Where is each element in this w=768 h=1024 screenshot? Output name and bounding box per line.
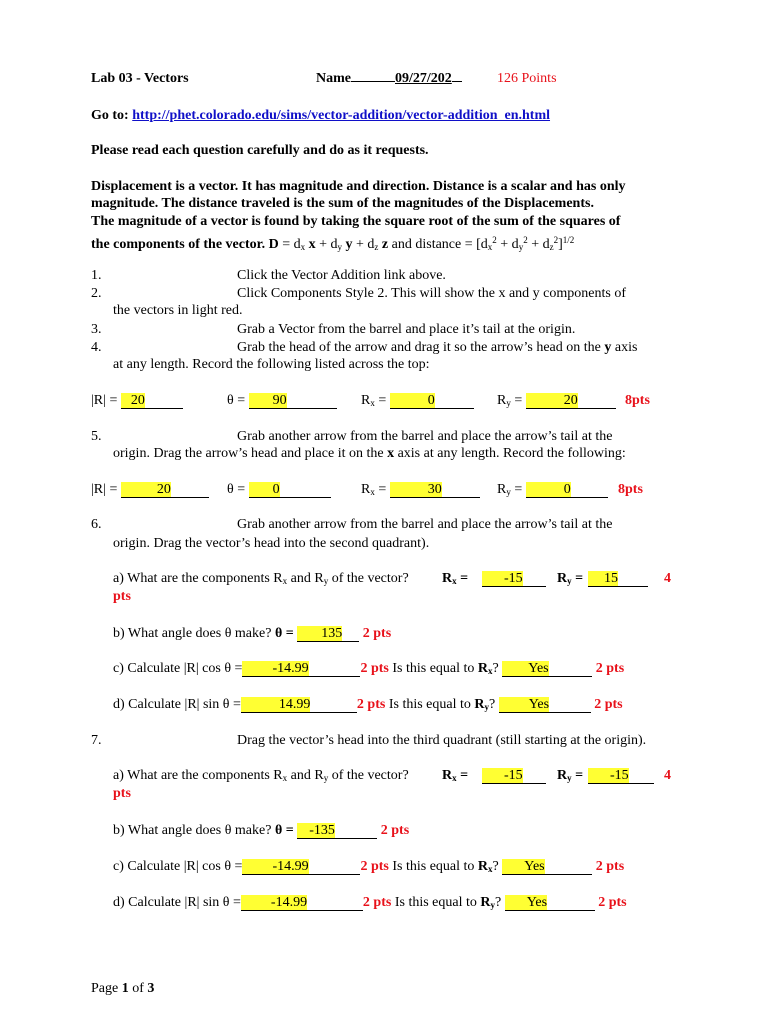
intro-t1: = d — [278, 237, 301, 252]
q7b-value: -135 — [297, 823, 335, 838]
ry-label-2: R — [497, 482, 507, 497]
goto-line — [91, 108, 550, 124]
q6a-rx-eq: = — [456, 571, 469, 586]
row2-rx-field[interactable] — [390, 483, 480, 498]
ry-label: R — [497, 393, 507, 408]
q7d-rsub: y — [490, 900, 495, 910]
q7a-rx-sub: x — [452, 773, 457, 783]
step-1-number: 1. — [91, 268, 102, 283]
q7a-text2: and R — [287, 768, 324, 783]
row1-rx-field[interactable] — [390, 394, 474, 409]
footer-total: 3 — [147, 981, 155, 996]
name-label-text: Name — [316, 71, 351, 86]
q6b — [113, 626, 391, 642]
q6b-points: 2 pts — [362, 626, 392, 641]
intro-s10: 1/2 — [562, 235, 575, 245]
q6a-points-num: 4 — [664, 571, 671, 586]
intro-t3: + d — [315, 237, 338, 252]
q7a-rx-field[interactable] — [482, 768, 546, 784]
q6c: c) Calculate |R| cos θ = -14.99 2 pts Is this equal to $R_x$? Yes 2 pts — [113, 661, 625, 676]
q7a-points-num: 4 — [664, 768, 671, 783]
q6c-value: -14.99 — [242, 661, 308, 676]
q7d: d) Calculate |R| sin θ = -14.99 2 pts Is this equal to $R_y$? Yes 2 pts — [113, 895, 627, 910]
q7a-ry-eq: = — [571, 768, 584, 783]
q6a-ry-eq: = — [571, 571, 584, 586]
q6a-text: a) What are the components R — [113, 571, 283, 586]
name-blank-tail — [452, 81, 462, 82]
intro-s7: 2 — [523, 235, 528, 245]
q7-number: 7. — [91, 733, 102, 748]
q6c-text: c) Calculate |R| cos θ = — [113, 661, 243, 676]
total-points: 126 Points — [497, 71, 557, 86]
goto-label: Go to: — [91, 108, 129, 123]
q7b-field[interactable] — [297, 824, 377, 839]
q6a-rx-sub: x — [452, 576, 457, 586]
rx-eq: = — [374, 393, 390, 408]
intro-s2: y — [337, 242, 343, 252]
q6d-points-2: 2 pts — [594, 697, 623, 712]
row2-ry-field[interactable] — [526, 483, 608, 498]
q7a-sy: y — [323, 773, 329, 783]
q7b-points: 2 pts — [380, 823, 410, 838]
q6d-value: 14.99 — [241, 697, 311, 712]
q6a — [113, 571, 409, 589]
q7c-answer-field[interactable] — [502, 860, 592, 875]
q6c-rsub: x — [488, 666, 493, 676]
q7d-points: 2 pts — [362, 895, 392, 910]
r-label-2: |R| = — [91, 482, 121, 497]
intro-t2: x — [305, 237, 316, 252]
q7a-rx-label: R — [442, 768, 453, 783]
q7b — [113, 823, 409, 839]
row2-theta-value: 0 — [249, 482, 280, 497]
q7c-question: Is this equal to — [392, 859, 475, 874]
q6c-points-2: 2 pts — [595, 661, 625, 676]
q6c-answer: Yes — [502, 661, 548, 676]
q7b-text: b) What angle does θ make? — [113, 823, 272, 838]
q6d-rsub: y — [484, 702, 489, 712]
row2-theta — [227, 482, 331, 498]
q6d-text: d) Calculate |R| sin θ = — [113, 697, 241, 712]
intro-d: D — [268, 237, 279, 252]
intro-s5: 2 — [492, 235, 497, 245]
q7d-r: R — [480, 895, 491, 910]
row1-r — [91, 393, 183, 409]
intro-line-2: magnitude. The distance traveled is the sum of the magnitudes of the Displacements. — [91, 196, 594, 211]
instruction-text: Please read each question carefully and do as it requests. — [91, 143, 429, 158]
row2-rx-value: 30 — [390, 482, 442, 497]
q6a-rx-label: R — [442, 571, 453, 586]
q6d-question: Is this equal to — [388, 697, 471, 712]
row2-r — [91, 482, 209, 498]
row1-theta-value: 90 — [249, 393, 287, 408]
q7d-answer: Yes — [505, 895, 547, 910]
q6d: d) Calculate |R| sin θ = 14.99 2 pts Is this equal to $R_y$? Yes 2 pts — [113, 697, 623, 712]
step-3-text: Grab a Vector from the barrel and place it’s tail at the origin. — [237, 322, 576, 337]
q6b-field[interactable] — [297, 627, 359, 642]
q7c-points-2: 2 pts — [595, 859, 625, 874]
intro-line-1: Displacement is a vector. It has magnitude and direction. Distance is a scalar and has only — [91, 179, 626, 194]
intro-s8: z — [549, 242, 554, 252]
ry-sub: y — [506, 398, 511, 408]
simulation-link[interactable]: http://phet.colorado.edu/sims/vector-addition/vector-addition_en.html — [132, 108, 551, 123]
intro-line-4 — [91, 232, 574, 255]
q6a-ry-label: R — [557, 571, 568, 586]
q5-b2: axis at any length. Record the following: — [394, 446, 626, 461]
footer-of: of — [128, 981, 148, 996]
theta-label-2: θ = — [227, 482, 249, 497]
step-2-text: Click Components Style 2. This will show the x and y components of — [237, 286, 626, 301]
q6a-rx — [442, 571, 468, 589]
q6a-ry-value: 15 — [588, 571, 618, 586]
step-4-axis: y — [604, 340, 612, 355]
q7a-text3: of the vector? — [328, 768, 409, 783]
q7c-rsub: x — [488, 864, 493, 874]
intro-t9: + d — [527, 237, 550, 252]
row2-r-value: 20 — [121, 482, 171, 497]
q7-text: Drag the vector’s head into the third quadrant (still starting at the origin). — [237, 733, 647, 748]
q6c-question: Is this equal to — [392, 661, 475, 676]
lab-title: Lab 03 - Vectors — [91, 71, 189, 86]
q6c-answer-field[interactable] — [502, 662, 592, 677]
q6c-field[interactable] — [242, 662, 360, 677]
intro-s3: z — [374, 242, 379, 252]
row1-r-field[interactable] — [121, 394, 183, 409]
q6a-sx: x — [282, 576, 288, 586]
step-2-text-cont: the vectors in light red. — [113, 303, 243, 318]
row1-ry-value: 20 — [526, 393, 578, 408]
row2-points: 8pts — [618, 482, 643, 497]
intro-t7: and distance = [d — [388, 237, 488, 252]
row1-rx — [361, 393, 474, 411]
q7c-points: 2 pts — [360, 859, 389, 874]
row2-theta-field[interactable] — [249, 483, 331, 498]
q6d-r: R — [474, 697, 485, 712]
rx-label: R — [361, 393, 371, 408]
row1-rx-value: 0 — [390, 393, 435, 408]
q7a-text: a) What are the components R — [113, 768, 283, 783]
row1-ry-field[interactable] — [526, 394, 616, 409]
q5-b1: origin. Drag the arrow’s head and place it on the — [113, 446, 388, 461]
q6-text-cont: origin. Drag the vector’s head into the second quadrant). — [113, 536, 430, 551]
q7d-text: d) Calculate |R| sin θ = — [113, 895, 241, 910]
q7c-value: -14.99 — [242, 859, 308, 874]
q7a-rx-value: -15 — [482, 768, 523, 783]
date-value: 09/27/202 — [395, 71, 452, 86]
q7d-question: Is this equal to — [394, 895, 477, 910]
q5-axis: x — [387, 446, 395, 461]
row2-rx — [361, 482, 480, 500]
row2-ry-value: 0 — [526, 482, 571, 497]
step-4-text-cont: at any length. Record the following listed across the top: — [113, 357, 430, 372]
q6a-ry — [557, 571, 583, 589]
q7a-ry-value: -15 — [588, 768, 629, 783]
name-label — [316, 71, 462, 87]
step-4-number: 4. — [91, 340, 102, 355]
ry-eq: = — [510, 393, 526, 408]
q6-text: Grab another arrow from the barrel and place the arrow’s tail at the — [237, 517, 613, 532]
row1-r-value: 20 — [121, 393, 145, 408]
q6a-ry-sub: y — [567, 576, 572, 586]
step-3-number: 3. — [91, 322, 102, 337]
q6b-text: b) What angle does θ make? — [113, 626, 272, 641]
ry-sub-2: y — [506, 487, 511, 497]
q6a-text3: of the vector? — [328, 571, 409, 586]
page-footer — [91, 981, 154, 997]
step-4-text — [237, 340, 637, 356]
q7a — [113, 768, 409, 786]
q6b-value: 135 — [297, 626, 342, 641]
row2-ry — [497, 482, 608, 500]
q6b-theta: θ = — [274, 626, 298, 641]
row1-points: 8pts — [625, 393, 650, 408]
q6d-points: 2 pts — [356, 697, 386, 712]
theta-label: θ = — [227, 393, 249, 408]
q6d-answer: Yes — [499, 697, 549, 712]
q7a-sx: x — [282, 773, 288, 783]
q6a-points-unit: pts — [113, 589, 131, 604]
rx-eq-2: = — [374, 482, 390, 497]
q5-text: Grab another arrow from the barrel and place the arrow’s tail at the — [237, 429, 613, 444]
q6-number: 6. — [91, 517, 102, 532]
q7a-rx-eq: = — [456, 768, 469, 783]
row1-ry — [497, 393, 616, 411]
q7c-text: c) Calculate |R| cos θ = — [113, 859, 243, 874]
intro-s6: y — [518, 242, 524, 252]
intro-s1: x — [300, 242, 306, 252]
q5-text-cont — [113, 446, 626, 462]
footer-page: Page — [91, 981, 122, 996]
step-4-a: Grab the head of the arrow and drag it so the arrow’s head on the — [237, 340, 605, 355]
intro-s4: x — [487, 242, 493, 252]
q5-number: 5. — [91, 429, 102, 444]
footer-num: 1 — [121, 981, 129, 996]
q7d-points-2: 2 pts — [598, 895, 627, 910]
q7a-ry-sub: y — [567, 773, 572, 783]
rx-sub: x — [370, 398, 375, 408]
intro-line-3: The magnitude of a vector is found by taking the square root of the sum of the squares of — [91, 214, 621, 229]
q6d-field[interactable] — [241, 698, 357, 713]
r-label: |R| = — [91, 393, 121, 408]
q7a-ry-field[interactable] — [588, 768, 654, 784]
q7a-ry — [557, 768, 583, 786]
row1-theta — [227, 393, 337, 409]
q7c-r: R — [477, 859, 489, 874]
rx-sub-2: x — [370, 487, 375, 497]
intro-t10: ] — [558, 237, 563, 252]
intro-text: the components of the vector. — [91, 237, 266, 252]
intro-t8: + d — [496, 237, 519, 252]
intro-t6: z — [378, 237, 389, 252]
q7a-ry-label: R — [557, 768, 568, 783]
q6a-rx-value: -15 — [482, 571, 523, 586]
q7d-answer-field[interactable] — [505, 896, 595, 911]
row1-theta-field[interactable] — [249, 394, 337, 409]
q6a-text2: and R — [287, 571, 324, 586]
q6a-rx-field[interactable] — [482, 571, 546, 587]
step-2-number: 2. — [91, 286, 102, 301]
q7a-rx — [442, 768, 468, 786]
ry-eq-2: = — [510, 482, 526, 497]
q6c-points: 2 pts — [360, 661, 389, 676]
name-blank[interactable] — [351, 81, 395, 82]
intro-t4: y — [342, 237, 353, 252]
q6a-ry-field[interactable] — [588, 571, 648, 587]
q7d-field[interactable] — [241, 896, 363, 911]
q6d-answer-field[interactable] — [499, 698, 591, 713]
step-4-b: axis — [611, 340, 638, 355]
intro-t5: + d — [352, 237, 375, 252]
q7c: c) Calculate |R| cos θ = -14.99 2 pts Is this equal to $R_x$? Yes 2 pts — [113, 859, 625, 874]
q6c-r: R — [477, 661, 489, 676]
step-1-text: Click the Vector Addition link above. — [237, 268, 446, 283]
q7a-points-unit: pts — [113, 786, 131, 801]
q7c-answer: Yes — [502, 859, 544, 874]
q7d-value: -14.99 — [241, 895, 307, 910]
rx-label-2: R — [361, 482, 371, 497]
intro-s9: 2 — [553, 235, 559, 245]
q6a-sy: y — [323, 576, 329, 586]
q7c-field[interactable] — [242, 860, 360, 875]
q7b-theta: θ = — [274, 823, 298, 838]
row2-r-field[interactable] — [121, 483, 209, 498]
